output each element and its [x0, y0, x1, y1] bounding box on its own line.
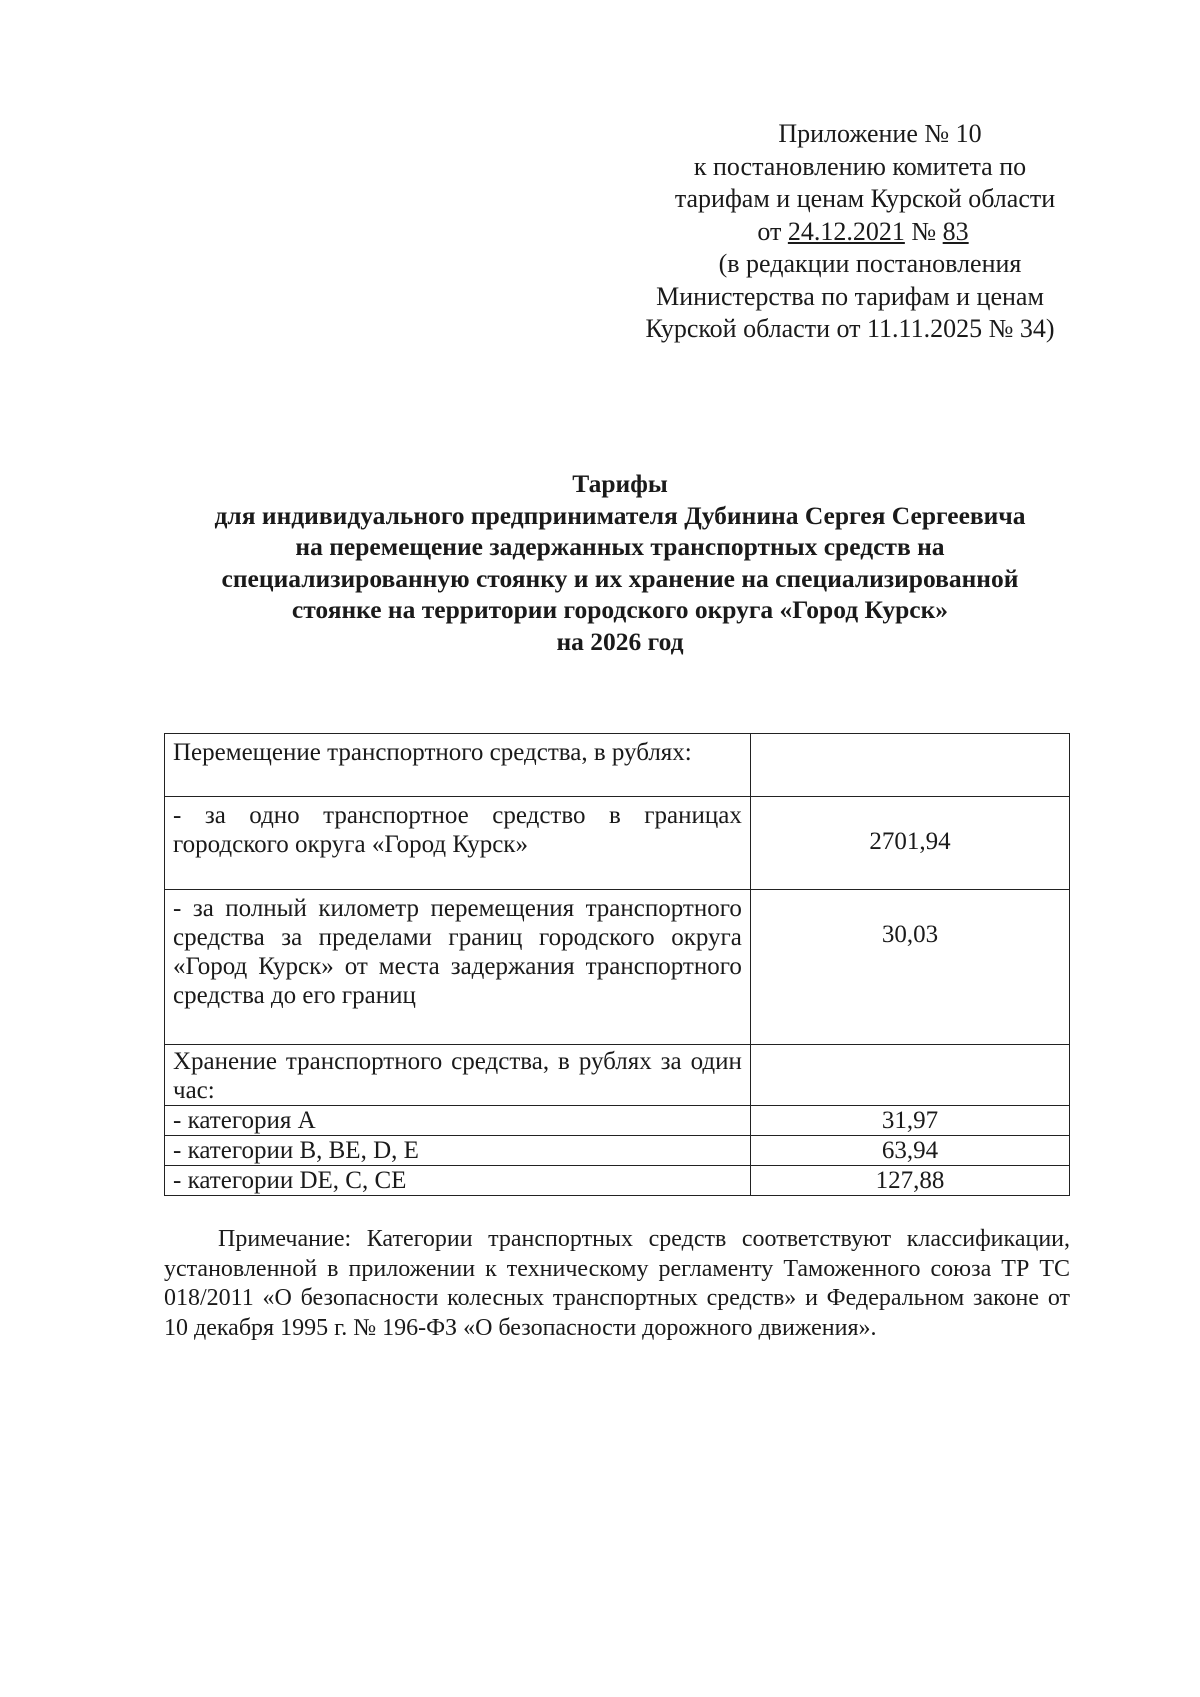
row-description: - за полный километр перемещения транспортного средства за пределами границ городского округа «Город Курск» от места задержания транспортного средства до его границ — [165, 890, 751, 1045]
table-row — [165, 1106, 1070, 1136]
table-row — [165, 1045, 1070, 1106]
title-line-5: стоянке на территории городского округа «Город Курск» — [291, 595, 949, 624]
row-value: 63,94 — [750, 1136, 1069, 1166]
row-value — [750, 734, 1069, 797]
appendix-edition: (в редакции постановления — [718, 249, 1022, 278]
title-line-4: специализированную стоянку и их хранение на специализированной — [221, 563, 1019, 593]
row-value — [750, 1045, 1069, 1106]
row-description: - за одно транспортное средство в границах городского округа «Город Курск» — [165, 797, 751, 890]
appendix-number: Приложение № 10 — [778, 119, 982, 148]
tariff-table — [164, 733, 1070, 1196]
appendix-committee: тарифам и ценам Курской области — [674, 184, 1056, 213]
row-value: 31,97 — [750, 1106, 1069, 1136]
table-row — [165, 1136, 1070, 1166]
table-row — [165, 890, 1070, 1045]
appendix-date-line — [626, 216, 1100, 249]
row-description: - категории DE, C, CE — [165, 1166, 751, 1196]
table-row — [165, 734, 1070, 797]
appendix-ministry-date: Курской области от 11.11.2025 № 34) — [645, 314, 1055, 343]
row-description: Перемещение транспортного средства, в рублях: — [165, 734, 751, 797]
appendix-resolution-ref: к постановлению комитета по — [693, 151, 1027, 181]
appendix-number-sign: № — [904, 216, 943, 246]
row-value: 127,88 — [750, 1166, 1069, 1196]
title-line-3: на перемещение задержанных транспортных средств на — [295, 532, 945, 561]
row-value: 2701,94 — [750, 797, 1069, 890]
table-row — [165, 1166, 1070, 1196]
row-description: Хранение транспортного средства, в рублях за один час: — [165, 1045, 751, 1106]
title-line-1: Тарифы — [572, 469, 668, 498]
row-value: 30,03 — [750, 890, 1069, 1045]
document-title — [140, 468, 1100, 657]
table-row — [165, 797, 1070, 890]
appendix-resolution-number: 83 — [942, 216, 969, 246]
row-description: - категория А — [165, 1106, 751, 1136]
row-description: - категории B, BE, D, E — [165, 1136, 751, 1166]
appendix-date: 24.12.2021 — [787, 216, 905, 246]
appendix-header — [600, 118, 1100, 346]
title-line-2: для индивидуального предпринимателя Дубинина Сергея Сергеевича — [214, 500, 1026, 530]
appendix-date-prefix: от — [757, 216, 788, 246]
appendix-ministry: Министерства по тарифам и ценам — [656, 281, 1044, 311]
document-note: Примечание: Категории транспортных средств соответствуют классификации, установленной в приложении к техническому регламенту Таможенного союза ТР ТС 018/2011 «О безопасности колесных транспортных средств» и Федеральном законе от 10 декабря 1995 г. № 196-ФЗ «О безопасности дорожного движения». — [164, 1226, 1070, 1341]
title-line-6: на 2026 год — [556, 626, 684, 656]
